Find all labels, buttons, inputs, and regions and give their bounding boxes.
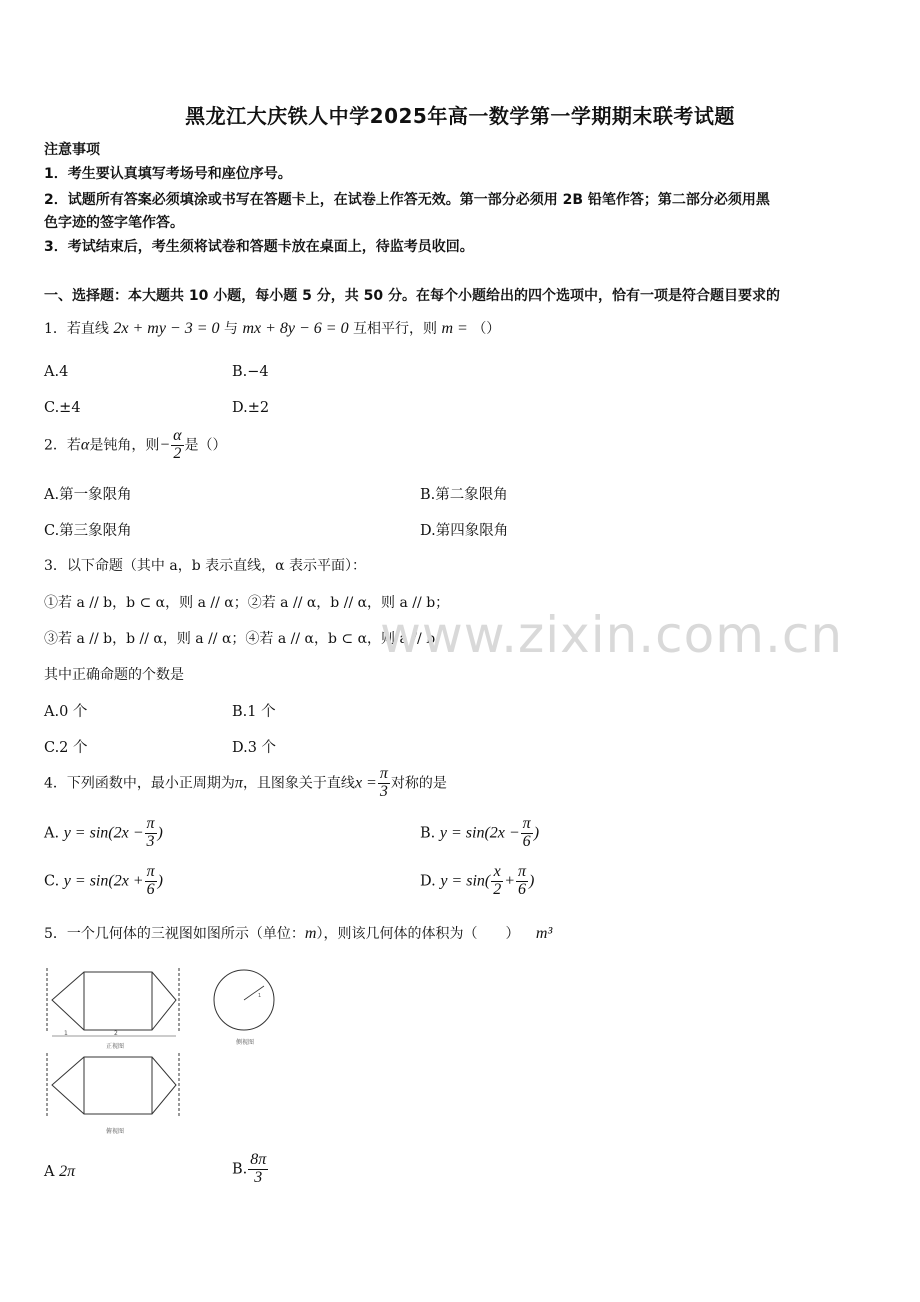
q4-d-fraction-1 [491, 864, 503, 899]
q4-c-close: ) [157, 872, 163, 890]
q4-option-d[interactable] [420, 864, 534, 899]
q4-c-label: C. [44, 873, 60, 890]
notice-item-1: 1．考生要认真填写考场号和座位序号。 [44, 166, 292, 182]
q4-c-den: 6 [146, 880, 155, 898]
question-2 [44, 428, 227, 463]
q4-denominator: 3 [379, 782, 388, 800]
q3-option-a[interactable]: A.0 个 [44, 704, 88, 720]
top-view-outline [52, 1057, 176, 1114]
side-view-label: 侧视图 [236, 1039, 255, 1046]
question-3: 3．以下命题（其中 a，b 表示直线，α 表示平面）： [44, 558, 367, 574]
q2-numerator: α [173, 427, 182, 444]
q5-b-fraction [248, 1152, 268, 1187]
notice-item-2-cont: 色字迹的签字笔作答。 [44, 215, 184, 231]
q4-b-close: ) [533, 824, 540, 842]
q5-a-label: A [44, 1164, 55, 1180]
top-view-label: 俯视图 [106, 1128, 125, 1135]
q4-a-expr: y = sin(2x − [63, 824, 144, 842]
q4-d-den2: 6 [518, 880, 527, 898]
q1-option-b[interactable]: B.−4 [232, 364, 269, 380]
q2-prefix: 2．若 [44, 437, 81, 454]
q1-mid: 与 [223, 321, 238, 337]
q4-x: x = [354, 774, 377, 792]
q3-prompt: 其中正确命题的个数是 [44, 667, 184, 683]
q5-b-label: B. [232, 1161, 248, 1178]
front-dim-1: 1 [64, 1030, 68, 1037]
q4-fraction [378, 766, 390, 801]
q2-option-c[interactable]: C.第三象限角 [44, 523, 132, 539]
q4-option-b[interactable] [420, 816, 539, 851]
q4-numerator: π [379, 765, 388, 782]
q5-option-a[interactable] [44, 1163, 75, 1181]
q5-unit: m [304, 925, 317, 942]
front-view [47, 968, 179, 1036]
q4-b-num: π [522, 815, 531, 832]
q2-option-d[interactable]: D.第四象限角 [420, 523, 509, 539]
q1-eq1: 2x + my − 3 = 0 [113, 320, 220, 337]
radius-label: 1 [258, 993, 262, 999]
q2-minus: − [159, 436, 171, 454]
q4-a-den: 3 [146, 832, 155, 850]
q5-unit-cubed: m³ [535, 925, 553, 942]
q3-option-d[interactable]: D.3 个 [232, 740, 277, 756]
q4-d-num2: π [518, 863, 527, 880]
q2-tail: 是（） [184, 437, 227, 454]
q4-d-close: ) [529, 872, 535, 890]
side-view [214, 970, 274, 1030]
q4-c-fraction [145, 864, 157, 899]
question-4 [44, 766, 447, 801]
q3-statements-3-4: ③若 a // b，b // α，则 a // α；④若 a // α，b ⊂ α，则 a // b [44, 631, 436, 647]
q4-d-plus: + [504, 872, 516, 890]
q5-b-den: 3 [254, 1168, 263, 1186]
q4-a-fraction [145, 816, 157, 851]
section-1-heading: 一、选择题：本大题共 10 小题，每小题 5 分，共 50 分。在每个小题给出的四个选项中，恰有一项是符合题目要求的 [44, 288, 780, 304]
q4-b-den: 6 [522, 832, 531, 850]
q5-a-value: 2π [59, 1163, 76, 1180]
q4-c-expr: y = sin(2x + [63, 872, 144, 890]
front-view-outline [52, 972, 176, 1030]
q4-d-den1: 2 [493, 880, 502, 898]
q4-c-num: π [146, 863, 155, 880]
q5-tail: ），则该几何体的体积为（ ） [316, 926, 520, 942]
question-1 [44, 318, 500, 338]
front-dim-2: 2 [114, 1030, 118, 1037]
q1-eq2: mx + 8y − 6 = 0 [242, 320, 349, 337]
q4-prefix: 4．下列函数中，最小正周期为 [44, 775, 235, 792]
q4-a-num: π [146, 815, 155, 832]
q3-option-c[interactable]: C.2 个 [44, 740, 88, 756]
q1-prefix: 1．若直线 [44, 321, 109, 337]
q1-option-d[interactable]: D.±2 [232, 400, 270, 416]
q5-option-b[interactable] [232, 1152, 269, 1187]
q2-option-a[interactable]: A.第一象限角 [44, 487, 132, 503]
q4-pi: π [234, 774, 243, 792]
q4-a-close: ) [157, 824, 163, 842]
watermark: www.zixin.com.cn [380, 606, 844, 664]
q2-alpha: α [80, 436, 90, 454]
q1-suffix: 互相平行，则 [353, 321, 438, 337]
front-view-label: 正视图 [106, 1043, 125, 1050]
q4-d-label: D. [420, 873, 436, 890]
notice-heading: 注意事项 [44, 142, 100, 158]
q4-option-a[interactable] [44, 816, 163, 851]
three-view-figure [44, 960, 294, 1150]
q3-statements-1-2: ①若 a // b，b ⊂ α，则 a // α；②若 a // α，b // α，则 a // b； [44, 595, 450, 611]
q5-b-num: 8π [250, 1151, 267, 1168]
q2-fraction [171, 428, 183, 463]
q2-option-b[interactable]: B.第二象限角 [420, 487, 508, 503]
q4-b-expr: y = sin(2x − [439, 824, 520, 842]
notice-item-3: 3．考试结束后，考生须将试卷和答题卡放在桌面上，待监考员收回。 [44, 239, 474, 255]
q4-d-expr: y = sin( [440, 872, 491, 890]
q2-mid: 是钝角，则 [89, 437, 160, 454]
q4-a-label: A. [44, 825, 60, 842]
q1-var: m = [441, 320, 468, 337]
q4-tail: 对称的是 [390, 775, 447, 792]
q1-tail: （） [472, 321, 501, 337]
exam-title: 黑龙江大庆铁人中学2025年高一数学第一学期期末联考试题 [185, 104, 735, 128]
q5-prefix: 5．一个几何体的三视图如图所示（单位： [44, 926, 305, 942]
q4-b-fraction [521, 816, 533, 851]
q2-denominator: 2 [173, 444, 182, 462]
q4-option-c[interactable] [44, 864, 163, 899]
q1-option-c[interactable]: C.±4 [44, 400, 81, 416]
q1-option-a[interactable]: A.4 [44, 364, 69, 380]
q4-b-label: B. [420, 825, 436, 842]
q4-mid: ，且图象关于直线 [242, 775, 355, 792]
q4-d-fraction-2 [516, 864, 528, 899]
q3-option-b[interactable]: B.1 个 [232, 704, 276, 720]
top-view [47, 1053, 179, 1118]
q4-d-num1: x [491, 864, 503, 882]
notice-item-2: 2．试题所有答案必须填涂或书写在答题卡上，在试卷上作答无效。第一部分必须用 2B 铅笔作答；第二部分必须用黑 [44, 192, 770, 208]
question-5 [44, 923, 552, 943]
